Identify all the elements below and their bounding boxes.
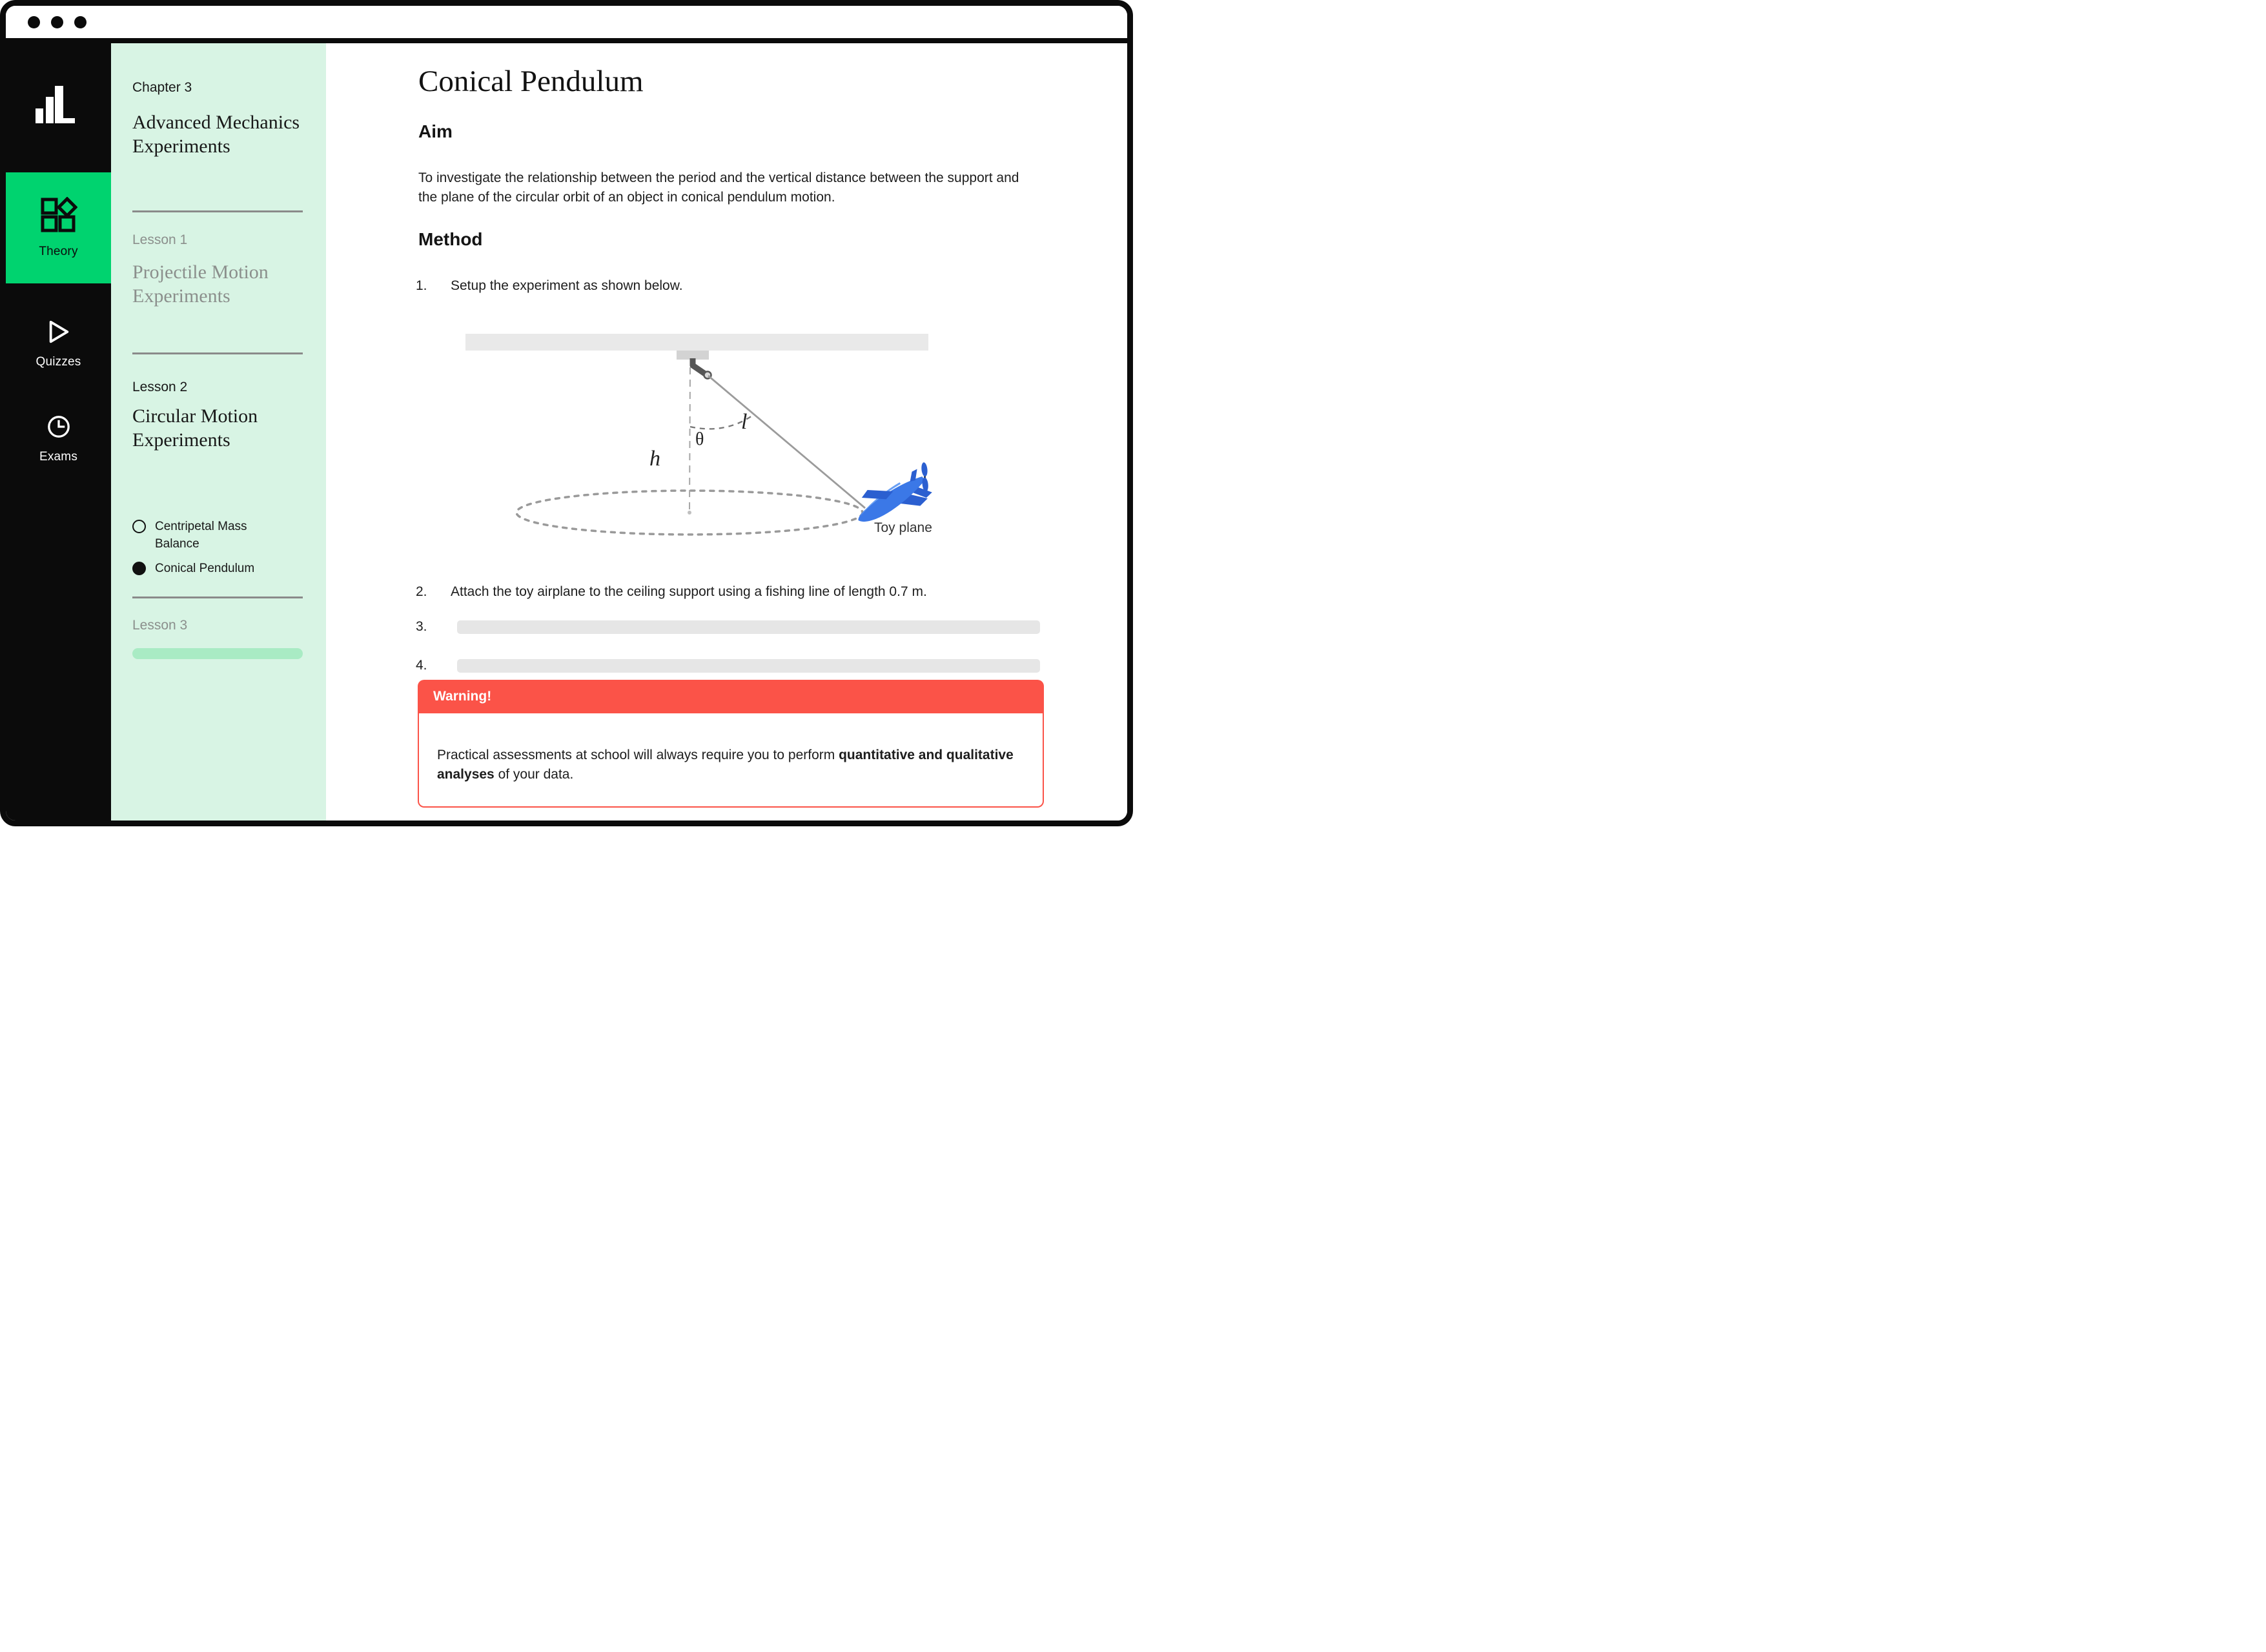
sidebar-item-label: Exams (39, 450, 78, 464)
window-control-dot[interactable] (74, 16, 87, 28)
step-placeholder-bar (457, 659, 1040, 673)
method-step-4 (416, 658, 1040, 673)
string-line (708, 376, 865, 508)
sidebar-item-quizzes[interactable] (6, 320, 111, 369)
sidebar-item-label: Theory (39, 245, 78, 258)
lesson-content (326, 43, 1127, 821)
sidebar-item-label: Quizzes (36, 355, 81, 369)
warning-text: Practical assessments at school will always require you to perform (437, 748, 839, 762)
window-title-bar (6, 6, 1127, 43)
app-sidebar (6, 43, 111, 821)
play-icon (46, 320, 71, 347)
sidebar-item-lesson1-title[interactable]: Projectile Motion Experiments (132, 261, 269, 307)
window-control-dot[interactable] (28, 16, 40, 28)
course-sidebar (111, 43, 326, 821)
support-hook (693, 358, 705, 374)
step-text: Attach the toy airplane to the ceiling support using a fishing line of length 0.7 m. (451, 584, 927, 599)
aim-text: To investigate the relationship between the period and the vertical distance between the support and the plane of the circular orbit of an object in conical pendulum motion. (418, 170, 1019, 205)
warning-text: of your data. (494, 767, 574, 782)
sidebar-divider (132, 352, 303, 354)
blocks-icon (40, 197, 77, 236)
topic-item-centripetal-mass-balance[interactable] (132, 518, 303, 553)
support-block (677, 351, 709, 360)
topic-item-conical-pendulum[interactable] (132, 560, 303, 577)
sidebar-item-lesson2-label[interactable]: Lesson 2 (132, 380, 188, 394)
warning-text-bold: quantitative and qualitative analyses (437, 748, 1014, 782)
lesson3-placeholder-bar (132, 648, 303, 659)
sidebar-divider (132, 597, 303, 598)
method-step-3 (416, 619, 1040, 635)
warning-body (418, 713, 1044, 808)
warning-title: Warning! (433, 689, 492, 704)
chapter-label: Chapter 3 (132, 80, 192, 95)
radio-selected-icon[interactable] (132, 562, 146, 575)
sidebar-item-lesson2-title[interactable]: Circular Motion Experiments (132, 405, 258, 451)
step-number: 4. (416, 658, 427, 673)
method-step-1 (416, 278, 683, 294)
warning-callout (418, 680, 1044, 808)
step-text: Setup the experiment as shown below. (451, 278, 683, 293)
toy-plane-label: Toy plane (874, 520, 932, 535)
clock-icon (46, 414, 71, 442)
orbit-center-dot (688, 511, 691, 515)
step-number: 2. (416, 584, 427, 599)
sidebar-item-lesson3-label[interactable]: Lesson 3 (132, 618, 188, 633)
sidebar-item-exams[interactable] (6, 414, 111, 464)
sidebar-item-theory[interactable] (6, 172, 111, 283)
height-label: h (649, 447, 660, 471)
step-number: 3. (416, 619, 427, 634)
page-title: Conical Pendulum (418, 65, 644, 98)
method-heading: Method (418, 229, 483, 249)
warning-header (418, 680, 1044, 713)
step-placeholder-bar (457, 620, 1040, 634)
string-length-label: l (741, 410, 748, 434)
step-number: 1. (416, 278, 427, 293)
chapter-title: Advanced Mechanics Experiments (132, 112, 300, 157)
sidebar-divider (132, 210, 303, 212)
window-control-dot[interactable] (51, 16, 63, 28)
radio-unselected-icon[interactable] (132, 520, 146, 533)
app-window (0, 0, 1133, 826)
sidebar-item-lesson1-label[interactable]: Lesson 1 (132, 232, 188, 247)
topic-label: Conical Pendulum (155, 562, 255, 575)
angle-label: θ (695, 429, 704, 449)
ceiling-bar (465, 334, 928, 351)
topic-label: Centripetal Mass Balance (155, 520, 247, 551)
method-step-2 (416, 584, 927, 600)
conical-pendulum-diagram (413, 329, 943, 551)
height-line (689, 367, 690, 511)
aim-heading: Aim (418, 121, 453, 141)
app-logo-icon (36, 86, 76, 127)
